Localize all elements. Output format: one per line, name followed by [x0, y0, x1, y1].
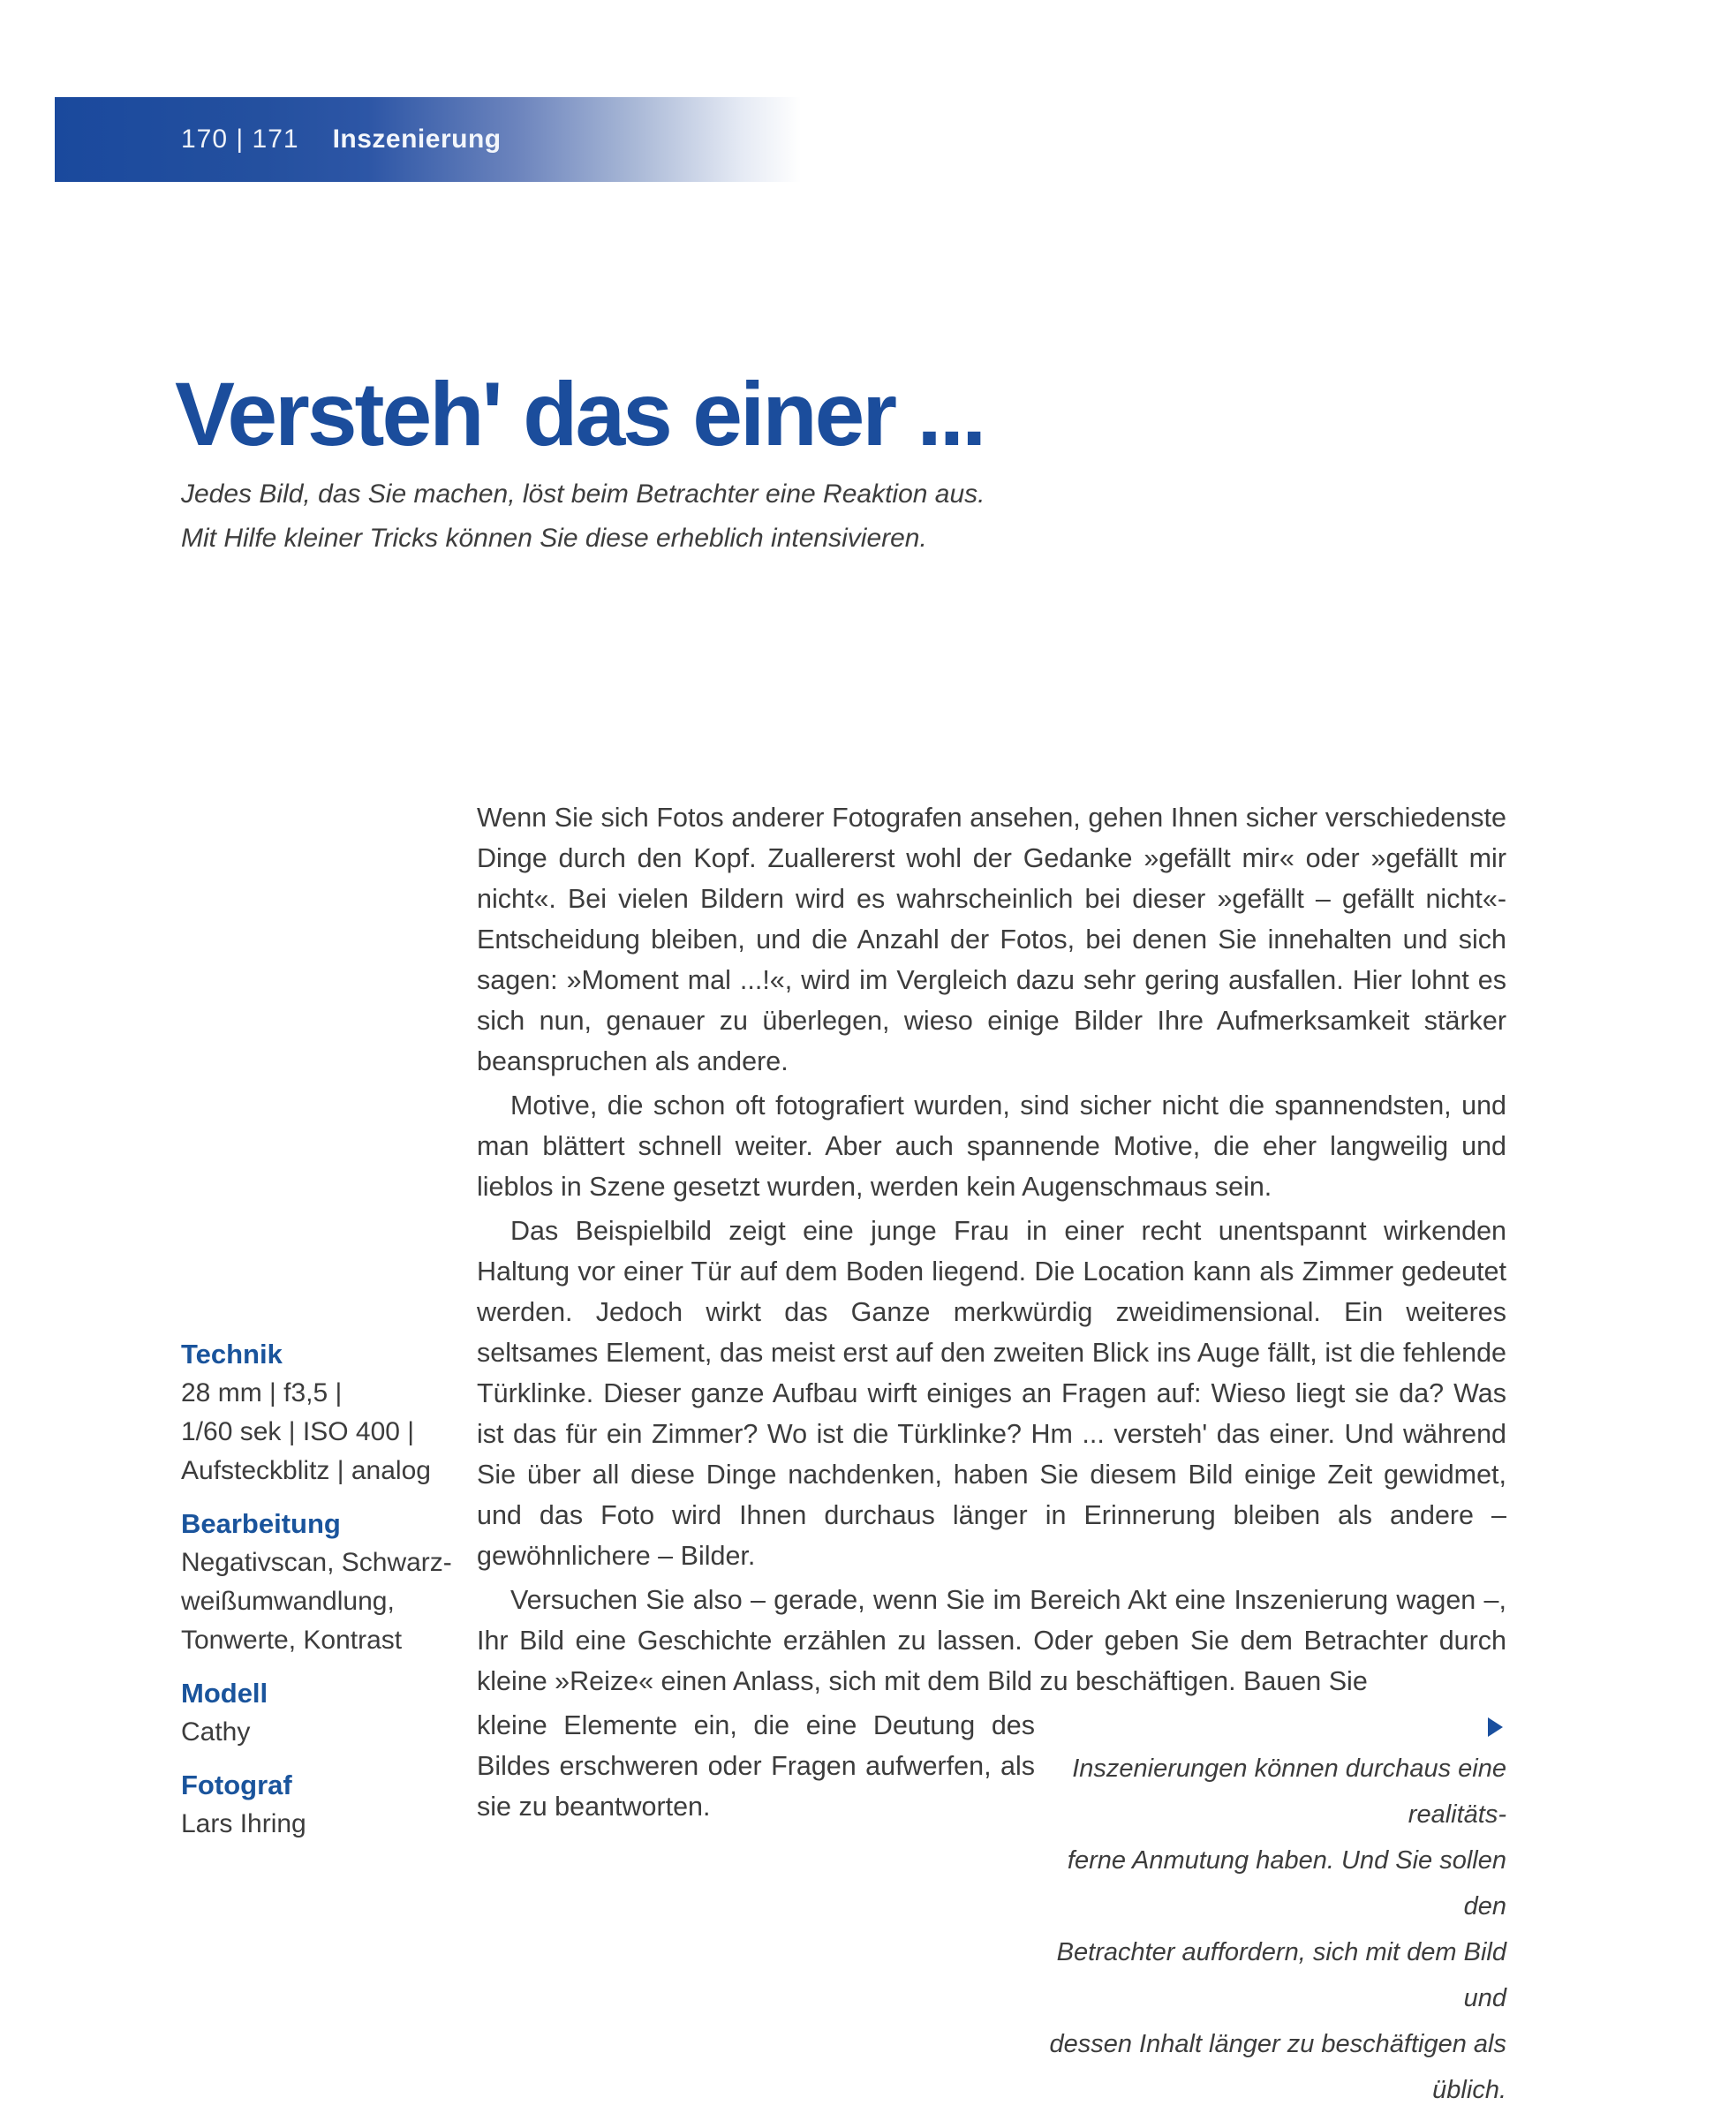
sidebar-group-label: Bearbeitung	[181, 1508, 341, 1539]
body-paragraph-tail: kleine Elemente ein, die eine Deutung des Bildes erschweren oder Fragen aufwerfen, als sie zu beantworten.	[477, 1710, 1035, 1822]
section-title: Inszenierung	[332, 125, 502, 154]
sidebar-group-technik	[181, 1335, 486, 1490]
sidebar-group-label: Technik	[181, 1339, 283, 1370]
image-caption-block	[1035, 1705, 1506, 2113]
sidebar-line: 28 mm | f3,5 |	[181, 1378, 343, 1407]
page-numbers: 170 | 171	[181, 125, 299, 154]
image-caption	[1035, 1746, 1506, 2113]
sidebar-line: Tonwerte, Kontrast	[181, 1626, 403, 1655]
metadata-sidebar	[181, 1335, 486, 1858]
subtitle-line: Jedes Bild, das Sie machen, löst beim Betrachter eine Reaktion aus.	[181, 479, 985, 509]
subtitle-line: Mit Hilfe kleiner Tricks können Sie diese erheblich intensivieren.	[181, 524, 927, 553]
sidebar-line: weißumwandlung,	[181, 1587, 395, 1616]
sidebar-group-modell	[181, 1674, 486, 1752]
sidebar-group-fotograf	[181, 1766, 486, 1844]
body-paragraph: Versuchen Sie also – gerade, wenn Sie im Bereich Akt eine Inszenierung wagen –, Ihr Bild eine Geschichte erzählen zu lassen. Oder geben Sie dem Betrachter durch kleine »Reize« einen Anlass, sich mit dem Bild zu beschäftigen. Bauen Sie	[477, 1585, 1506, 1696]
caption-line: ferne Anmutung haben. Und Sie sollen den	[1067, 1846, 1506, 1921]
sidebar-line: 1/60 sek | ISO 400 |	[181, 1417, 415, 1446]
body-paragraph: Motive, die schon oft fotografiert wurden, sind sicher nicht die spannendsten, und man blättert schnell weiter. Aber auch spannende Motive, die eher langweilig und lieblos in Szene gesetzt wurden, werden kein Augenschmaus sein.	[477, 1090, 1506, 1202]
caption-line: dessen Inhalt länger zu beschäftigen als üblich.	[1049, 2030, 1506, 2104]
sidebar-line: Lars Ihring	[181, 1809, 306, 1838]
page-title: Versteh' das einer ...	[175, 364, 985, 464]
sidebar-line: Cathy	[181, 1717, 251, 1747]
sidebar-group-bearbeitung	[181, 1505, 486, 1660]
body-tail-row	[477, 1705, 1506, 2113]
sidebar-line: Negativscan, Schwarz-	[181, 1548, 452, 1577]
subtitle	[181, 472, 985, 561]
body-paragraph: Wenn Sie sich Fotos anderer Fotografen ansehen, gehen Ihnen sicher verschiedenste Dinge durch den Kopf. Zuallererst wohl der Gedanke »gefällt mir« oder »gefällt mir nicht«. Bei vielen Bildern wird es wahrscheinlich bei dieser »gefällt – gefällt nicht«-Entscheidung bleiben, und die Anzahl der Fotos, bei denen Sie innehalten und sich sagen: »Moment mal ...!«, wird im Vergleich dazu sehr gering ausfallen. Hier lohnt es sich nun, genauer zu überlegen, wieso einige Bilder Ihre Aufmerksamkeit stärker beanspruchen als andere.	[477, 803, 1506, 1076]
arrow-right-icon	[1488, 1717, 1503, 1737]
caption-line: Inszenierungen können durchaus eine realitäts-	[1072, 1755, 1506, 1829]
body-paragraph: Das Beispielbild zeigt eine junge Frau in einer recht unentspannt wirkenden Haltung vor einer Tür auf dem Boden liegend. Die Location kann als Zimmer gedeutet werden. Jedoch wirkt das Ganze merkwürdig zweidimensional. Ein weiteres seltsames Element, das meist erst auf den zweiten Blick ins Auge fällt, ist die fehlende Türklinke. Dieser ganze Aufbau wirft einiges an Fragen auf: Wieso liegt sie da? Was ist das für ein Zimmer? Wo ist die Türklinke? Hm ... versteh' das einer. Und während Sie über all diese Dinge nachdenken, haben Sie diesem Bild einige Zeit gewidmet, und das Foto wird Ihnen durchaus länger in Erinnerung bleiben als andere – gewöhnlichere – Bilder.	[477, 1216, 1506, 1571]
sidebar-line: Aufsteckblitz | analog	[181, 1456, 431, 1485]
sidebar-group-label: Fotograf	[181, 1770, 292, 1800]
sidebar-group-label: Modell	[181, 1678, 268, 1709]
header-bar	[55, 97, 801, 182]
caption-line: Betrachter auffordern, sich mit dem Bild und	[1056, 1938, 1506, 2012]
article-body	[477, 797, 1506, 2113]
